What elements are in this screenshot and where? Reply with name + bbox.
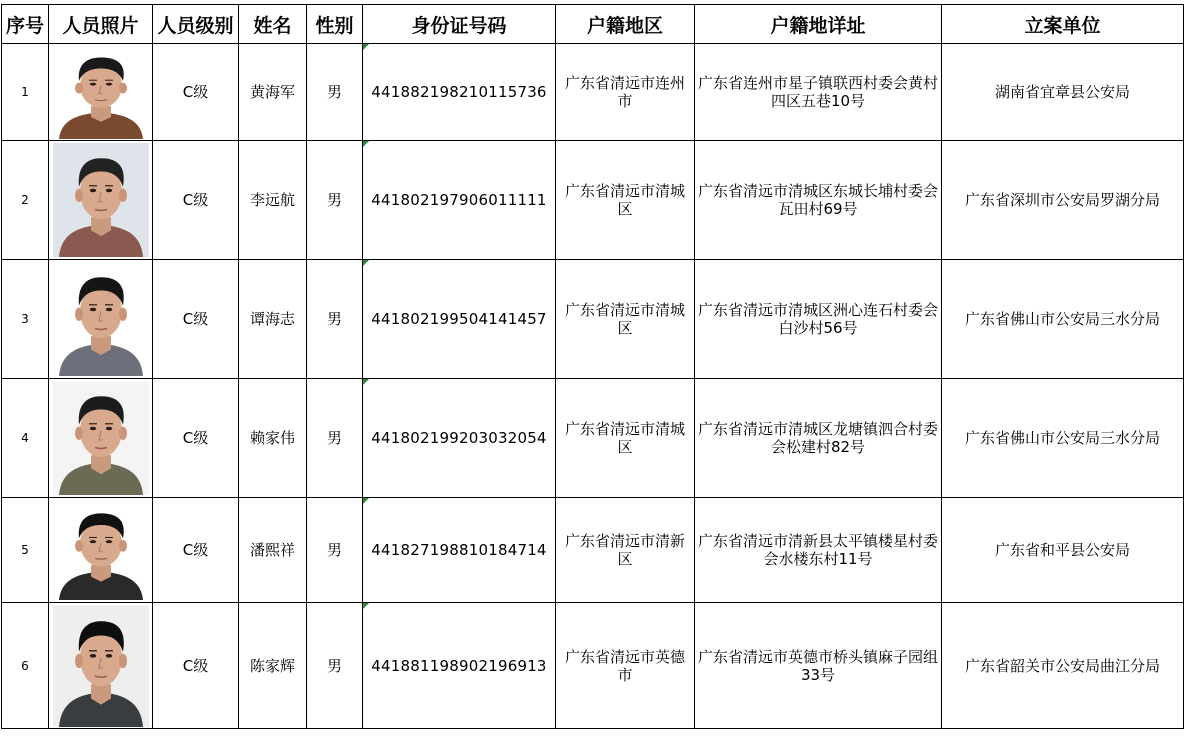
- person-photo-icon: [53, 381, 149, 495]
- row-level: C级: [153, 498, 239, 603]
- photo-cell: [49, 260, 153, 379]
- row-address: 广东省清远市清新县太平镇楼星村委会水楼东村11号: [695, 498, 942, 603]
- row-seq: 4: [2, 379, 49, 498]
- row-region: 广东省清远市连州市: [556, 44, 695, 141]
- row-id-number: 441882198210115736: [363, 44, 556, 141]
- row-id-number: 441802197906011111: [363, 141, 556, 260]
- row-gender: 男: [307, 603, 363, 729]
- row-region: 广东省清远市清新区: [556, 498, 695, 603]
- person-silhouette-icon: [53, 605, 149, 727]
- person-photo-icon: [53, 45, 149, 139]
- row-case-unit: 湖南省宜章县公安局: [942, 44, 1184, 141]
- row-seq: 6: [2, 603, 49, 729]
- row-gender: 男: [307, 260, 363, 379]
- row-level: C级: [153, 141, 239, 260]
- fugitive-table: [1, 4, 1184, 729]
- row-address: 广东省清远市清城区洲心连石村委会白沙村56号: [695, 260, 942, 379]
- person-photo-icon: [53, 143, 149, 257]
- person-silhouette-icon: [53, 262, 149, 376]
- table-row: [2, 603, 1184, 729]
- row-address: 广东省清远市英德市桥头镇麻子园组33号: [695, 603, 942, 729]
- header-id-number: 身份证号码: [363, 5, 556, 44]
- table-row: [2, 260, 1184, 379]
- row-name: 黄海军: [239, 44, 307, 141]
- row-case-unit: 广东省佛山市公安局三水分局: [942, 260, 1184, 379]
- photo-cell: [49, 498, 153, 603]
- person-photo-icon: [53, 262, 149, 376]
- header-seq: 序号: [2, 5, 49, 44]
- row-region: 广东省清远市清城区: [556, 141, 695, 260]
- person-silhouette-icon: [53, 381, 149, 495]
- row-region: 广东省清远市英德市: [556, 603, 695, 729]
- table-row: [2, 44, 1184, 141]
- row-region: 广东省清远市清城区: [556, 260, 695, 379]
- row-seq: 5: [2, 498, 49, 603]
- row-name: 陈家辉: [239, 603, 307, 729]
- row-address: 广东省清远市清城区东城长埔村委会瓦田村69号: [695, 141, 942, 260]
- row-gender: 男: [307, 379, 363, 498]
- row-level: C级: [153, 260, 239, 379]
- person-silhouette-icon: [53, 500, 149, 600]
- person-photo-icon: [53, 500, 149, 600]
- header-level: 人员级别: [153, 5, 239, 44]
- header-gender: 性别: [307, 5, 363, 44]
- table-row: [2, 498, 1184, 603]
- row-id-number: 441802199504141457: [363, 260, 556, 379]
- row-case-unit: 广东省深圳市公安局罗湖分局: [942, 141, 1184, 260]
- row-case-unit: 广东省佛山市公安局三水分局: [942, 379, 1184, 498]
- photo-cell: [49, 44, 153, 141]
- row-name: 李远航: [239, 141, 307, 260]
- row-gender: 男: [307, 141, 363, 260]
- row-name: 赖家伟: [239, 379, 307, 498]
- row-id-number: 441802199203032054: [363, 379, 556, 498]
- table-row: [2, 141, 1184, 260]
- row-case-unit: 广东省韶关市公安局曲江分局: [942, 603, 1184, 729]
- row-seq: 3: [2, 260, 49, 379]
- row-level: C级: [153, 603, 239, 729]
- row-gender: 男: [307, 498, 363, 603]
- row-name: 潘熙祥: [239, 498, 307, 603]
- row-address: 广东省连州市星子镇联西村委会黄村四区五巷10号: [695, 44, 942, 141]
- row-level: C级: [153, 379, 239, 498]
- row-name: 谭海志: [239, 260, 307, 379]
- header-region: 户籍地区: [556, 5, 695, 44]
- table-row: [2, 379, 1184, 498]
- person-silhouette-icon: [53, 143, 149, 257]
- person-silhouette-icon: [53, 45, 149, 139]
- row-level: C级: [153, 44, 239, 141]
- header-name: 姓名: [239, 5, 307, 44]
- header-address: 户籍地详址: [695, 5, 942, 44]
- row-id-number: 441881198902196913: [363, 603, 556, 729]
- row-seq: 2: [2, 141, 49, 260]
- photo-cell: [49, 141, 153, 260]
- header-photo: 人员照片: [49, 5, 153, 44]
- row-address: 广东省清远市清城区龙塘镇泗合村委会松建村82号: [695, 379, 942, 498]
- person-photo-icon: [53, 605, 149, 727]
- photo-cell: [49, 379, 153, 498]
- row-id-number: 441827198810184714: [363, 498, 556, 603]
- header-case-unit: 立案单位: [942, 5, 1184, 44]
- header-row: [2, 5, 1184, 44]
- row-seq: 1: [2, 44, 49, 141]
- row-region: 广东省清远市清城区: [556, 379, 695, 498]
- photo-cell: [49, 603, 153, 729]
- row-gender: 男: [307, 44, 363, 141]
- row-case-unit: 广东省和平县公安局: [942, 498, 1184, 603]
